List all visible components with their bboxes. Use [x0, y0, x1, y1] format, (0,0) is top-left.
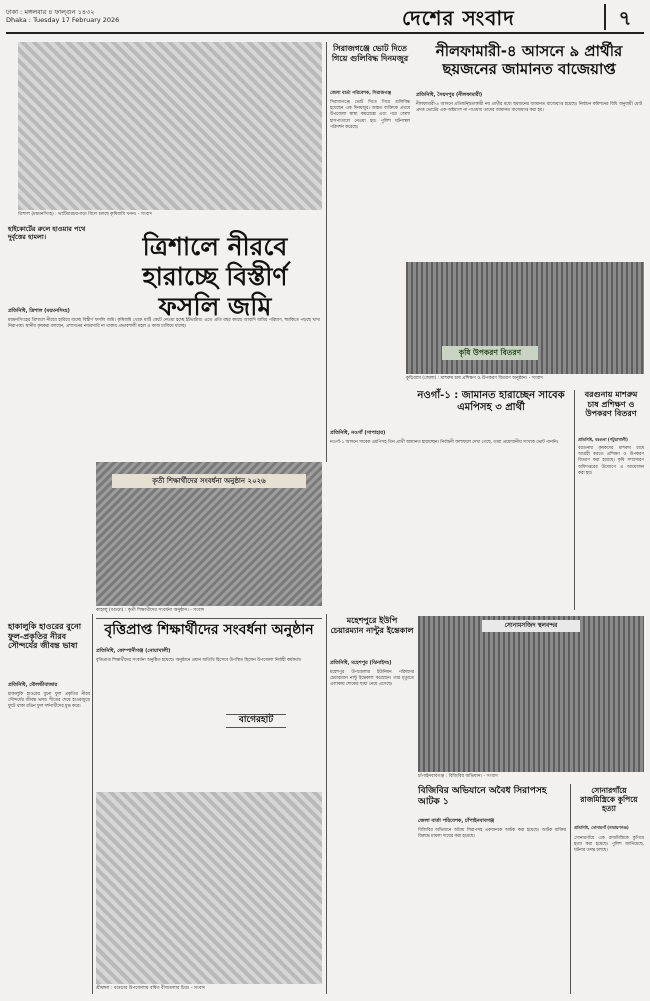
section-divider — [96, 618, 322, 619]
article-headline: বৃত্তিপ্রাপ্ত শিক্ষার্থীদের সংবর্ধনা অনুষ্ঠান — [104, 622, 314, 638]
bgb-photo — [418, 616, 644, 772]
photo-banner: কৃষি উপকরণ বিতরণ — [442, 346, 538, 360]
article-byline: প্রতিনিধি, মহেশপুর (ঝিনাইদহ) — [330, 660, 392, 666]
article-headline: হাকালুকি হাওরের বুনো ফুল-প্রকৃতির নীরব সৌন্দর্যের জীবন্ত ভাষা — [8, 622, 82, 651]
date-english: Dhaka : Tuesday 17 February 2026 — [6, 16, 120, 24]
column-divider — [326, 42, 327, 462]
article-body: হাকালুকি হাওরের বুনো ফুল প্রকৃতির নীরব সৌন্দর্যের জীবন্ত ভাষা। শীতের শেষে হাওরজুড়ে ফুটে থাকা রঙিন ফুল দর্শনার্থীদের মুগ্ধ করে। — [8, 692, 90, 710]
photo-caption: চাঁপাইনবাবগঞ্জ : বিজিবির অভিযান। - সংবাদ — [418, 774, 498, 779]
article-byline: প্রতিনিধি, সৈয়দপুর (নীলফামারী) — [416, 92, 483, 98]
date-bangla: ঢাকা : মঙ্গলবার ৪ ফাল্গুন ১৪৩২ — [6, 8, 95, 16]
article-body: সোনারগাঁয়ে এক রাজমিস্ত্রিকে কুপিয়ে হত্যা করা হয়েছে। পুলিশ জানিয়েছে, ঘটনার তদন্ত চলছে। — [574, 836, 644, 854]
article-body: নীলফামারী-৪ আসনে প্রতিদ্বন্দ্বিতাকারী নয় প্রার্থীর মধ্যে ছয়জনের জামানত বাজেয়াপ্ত হয়েছে। নির্বাচন কমিশনের বিধি অনুযায়ী মোট প্রদত্ত ভোটের এক-অষ্টমাংশ না পাওয়ায় তাদের জামানত বাজেয়াপ্ত করা হয়। — [416, 102, 642, 114]
article-byline: প্রতিনিধি, ত্রিশাল (ময়মনসিংহ) — [8, 308, 70, 314]
article-body: বিজিবির অভিযানে অবৈধ সিরাপসহ একজনকে আটক করা হয়েছে। আটক ব্যক্তির বিরুদ্ধে মামলা দায়ের করা হয়েছে। — [418, 828, 566, 840]
photo-caption: কাহালু (বগুড়া) : কৃতী শিক্ষার্থীদের সংবর্ধনা অনুষ্ঠান। - সংবাদ — [96, 608, 205, 613]
article-headline: বরগুনায় মাশরুম চাষ প্রশিক্ষণ ও উপকরণ বিতরণ — [584, 390, 638, 419]
masthead: দেশের সংবাদ — [402, 6, 515, 30]
article-byline: প্রতিনিধি, মৌলভীবাজার — [8, 682, 58, 688]
article-kicker: হাইকোর্টের রুলে হাওয়ার পথে দুর্বৃত্তের হামলা। — [8, 225, 86, 241]
photo-caption: কুড়িগ্রাম (জেলা) : মাশরুম চাষ প্রশিক্ষণ ও উপকরণ বিতরণ অনুষ্ঠান। - সংবাদ — [406, 376, 543, 381]
page-number: ৭ — [604, 4, 644, 30]
header-date — [6, 8, 156, 28]
article-headline: মহেশপুরে ইউপি চেয়ারম্যান নান্টুর ইন্তেকাল — [330, 616, 414, 635]
article-headline: ত্রিশালে নীরবে হারাচ্ছে বিস্তীর্ণ ফসলি জমি — [142, 232, 288, 321]
column-divider — [92, 614, 93, 994]
photo-banner: সোনামসজিদ স্থলবন্দর — [482, 620, 580, 632]
article-body: সিরাজগঞ্জে ভোট দিতে গিয়ে গুলিবিদ্ধ হয়েছেন এক দিনমজুর। আহত ব্যক্তিকে প্রথমে উপজেলা স্বাস্থ্য কমপ্লেক্সে এবং পরে জেলা হাসপাতালে নেওয়া হয়। পুলিশ ঘটনাস্থল পরিদর্শন করেছে। — [330, 100, 410, 130]
photo-caption: শ্রীমঙ্গল : বগুড়ার উপজেলায় বর্ষিত বীজতলার চিত্র। - সংবাদ — [96, 986, 205, 991]
article-body: মহেশপুর উপজেলার ইউনিয়ন পরিষদের চেয়ারম্যান নান্টু ইন্তেকাল করেছেন। তার মৃত্যুতে এলাকায় শোকের ছায়া নেমে এসেছে। — [330, 670, 414, 688]
article-body: বৃত্তিপ্রাপ্ত শিক্ষার্থীদের সংবর্ধনা অনুষ্ঠিত হয়েছে। অনুষ্ঠানে প্রধান অতিথি হিসেবে উপস্থিত ছিলেন উপজেলা নির্বাহী কর্মকর্তা। — [96, 658, 302, 663]
article-byline: প্রতিনিধি, কোম্পানীগঞ্জ (নোয়াখালী) — [96, 648, 171, 654]
article-body: বরগুনায় কৃষকদের মাশরুম চাষে আগ্রহী করতে প্রশিক্ষণ ও উপকরণ বিতরণ করা হয়েছে। কৃষি সম্প্রসারণ অধিদপ্তরের উদ্যোগে এ আয়োজন করা হয়। — [578, 446, 644, 476]
column-divider — [574, 390, 575, 610]
column-divider — [326, 614, 327, 994]
article-body: ময়মনসিংহের ত্রিশালে নীরবে হারিয়ে যাচ্ছে বিস্তীর্ণ ফসলি জমি। কৃষিজমি থেকে মাটি কেটে নেওয়া হচ্ছে ইটভাটায়। এতে প্রতি বছর কমছে আবাদি জমির পরিমাণ, হুমকিতে পড়ছে খাদ্য নিরাপত্তা। স্থানীয় কৃষকরা বলছেন, প্রশাসনের নজরদারি না থাকায় প্রভাবশালী মহল এ কাজ চালিয়ে যাচ্ছে। — [8, 318, 320, 330]
article-headline: সিরাজগঞ্জে ভোট দিতে গিয়ে গুলিবিদ্ধ দিনমজুর — [331, 44, 409, 63]
photo-banner: কৃতী শিক্ষার্থীদের সংবর্ধনা অনুষ্ঠান ২০২৬ — [112, 474, 306, 488]
article-byline: জেলা বার্তা পরিবেশক, চাঁপাইনবাবগঞ্জ — [418, 818, 495, 824]
article-headline: নওগাঁ-১ : জামানত হারাচ্ছেন সাবেক এমপিসহ ৩ প্রার্থী — [417, 390, 565, 413]
field-photo — [96, 792, 322, 984]
article-body: নওগাঁ-১ আসনে সাবেক এমপিসহ তিন প্রার্থী জামানত হারাচ্ছেন। নির্বাচনী ফলাফলে দেখা গেছে, তারা প্রয়োজনীয় সংখ্যক ভোট পাননি। — [330, 440, 559, 445]
article-byline: জেলা বার্তা পরিবেশক, সিরাজগঞ্জ — [330, 91, 392, 96]
excavator-photo — [18, 42, 322, 210]
article-byline: প্রতিনিধি, নওগাঁ (সাপাহার) — [330, 430, 386, 436]
article-headline: বিজিবির অভিযানে অবৈধ সিরাপসহ আটক ১ — [418, 786, 547, 807]
section-heading: বাগেরহাট — [226, 714, 286, 728]
column-divider — [570, 784, 571, 994]
article-byline: প্রতিনিধি, সোনারগাঁ (নারায়ণগঞ্জ) — [574, 825, 629, 830]
article-headline: সোনারগাঁয়ে রাজমিস্ত্রিকে কুপিয়ে হত্যা — [580, 786, 638, 813]
article-byline: প্রতিনিধি, বরগুনা (পটুয়াখালী) — [578, 437, 628, 442]
photo-caption: ত্রিশাল (ময়মনসিংহ) : ভাটিয়ারচরপাড়া বিলে চলছে কৃষিজমি খনন। - সংবাদ — [18, 212, 152, 217]
header-rule — [6, 32, 644, 34]
article-headline: নীলফামারী-৪ আসনে ৯ প্রার্থীর ছয়জনের জামানত বাজেয়াপ্ত — [435, 42, 623, 78]
